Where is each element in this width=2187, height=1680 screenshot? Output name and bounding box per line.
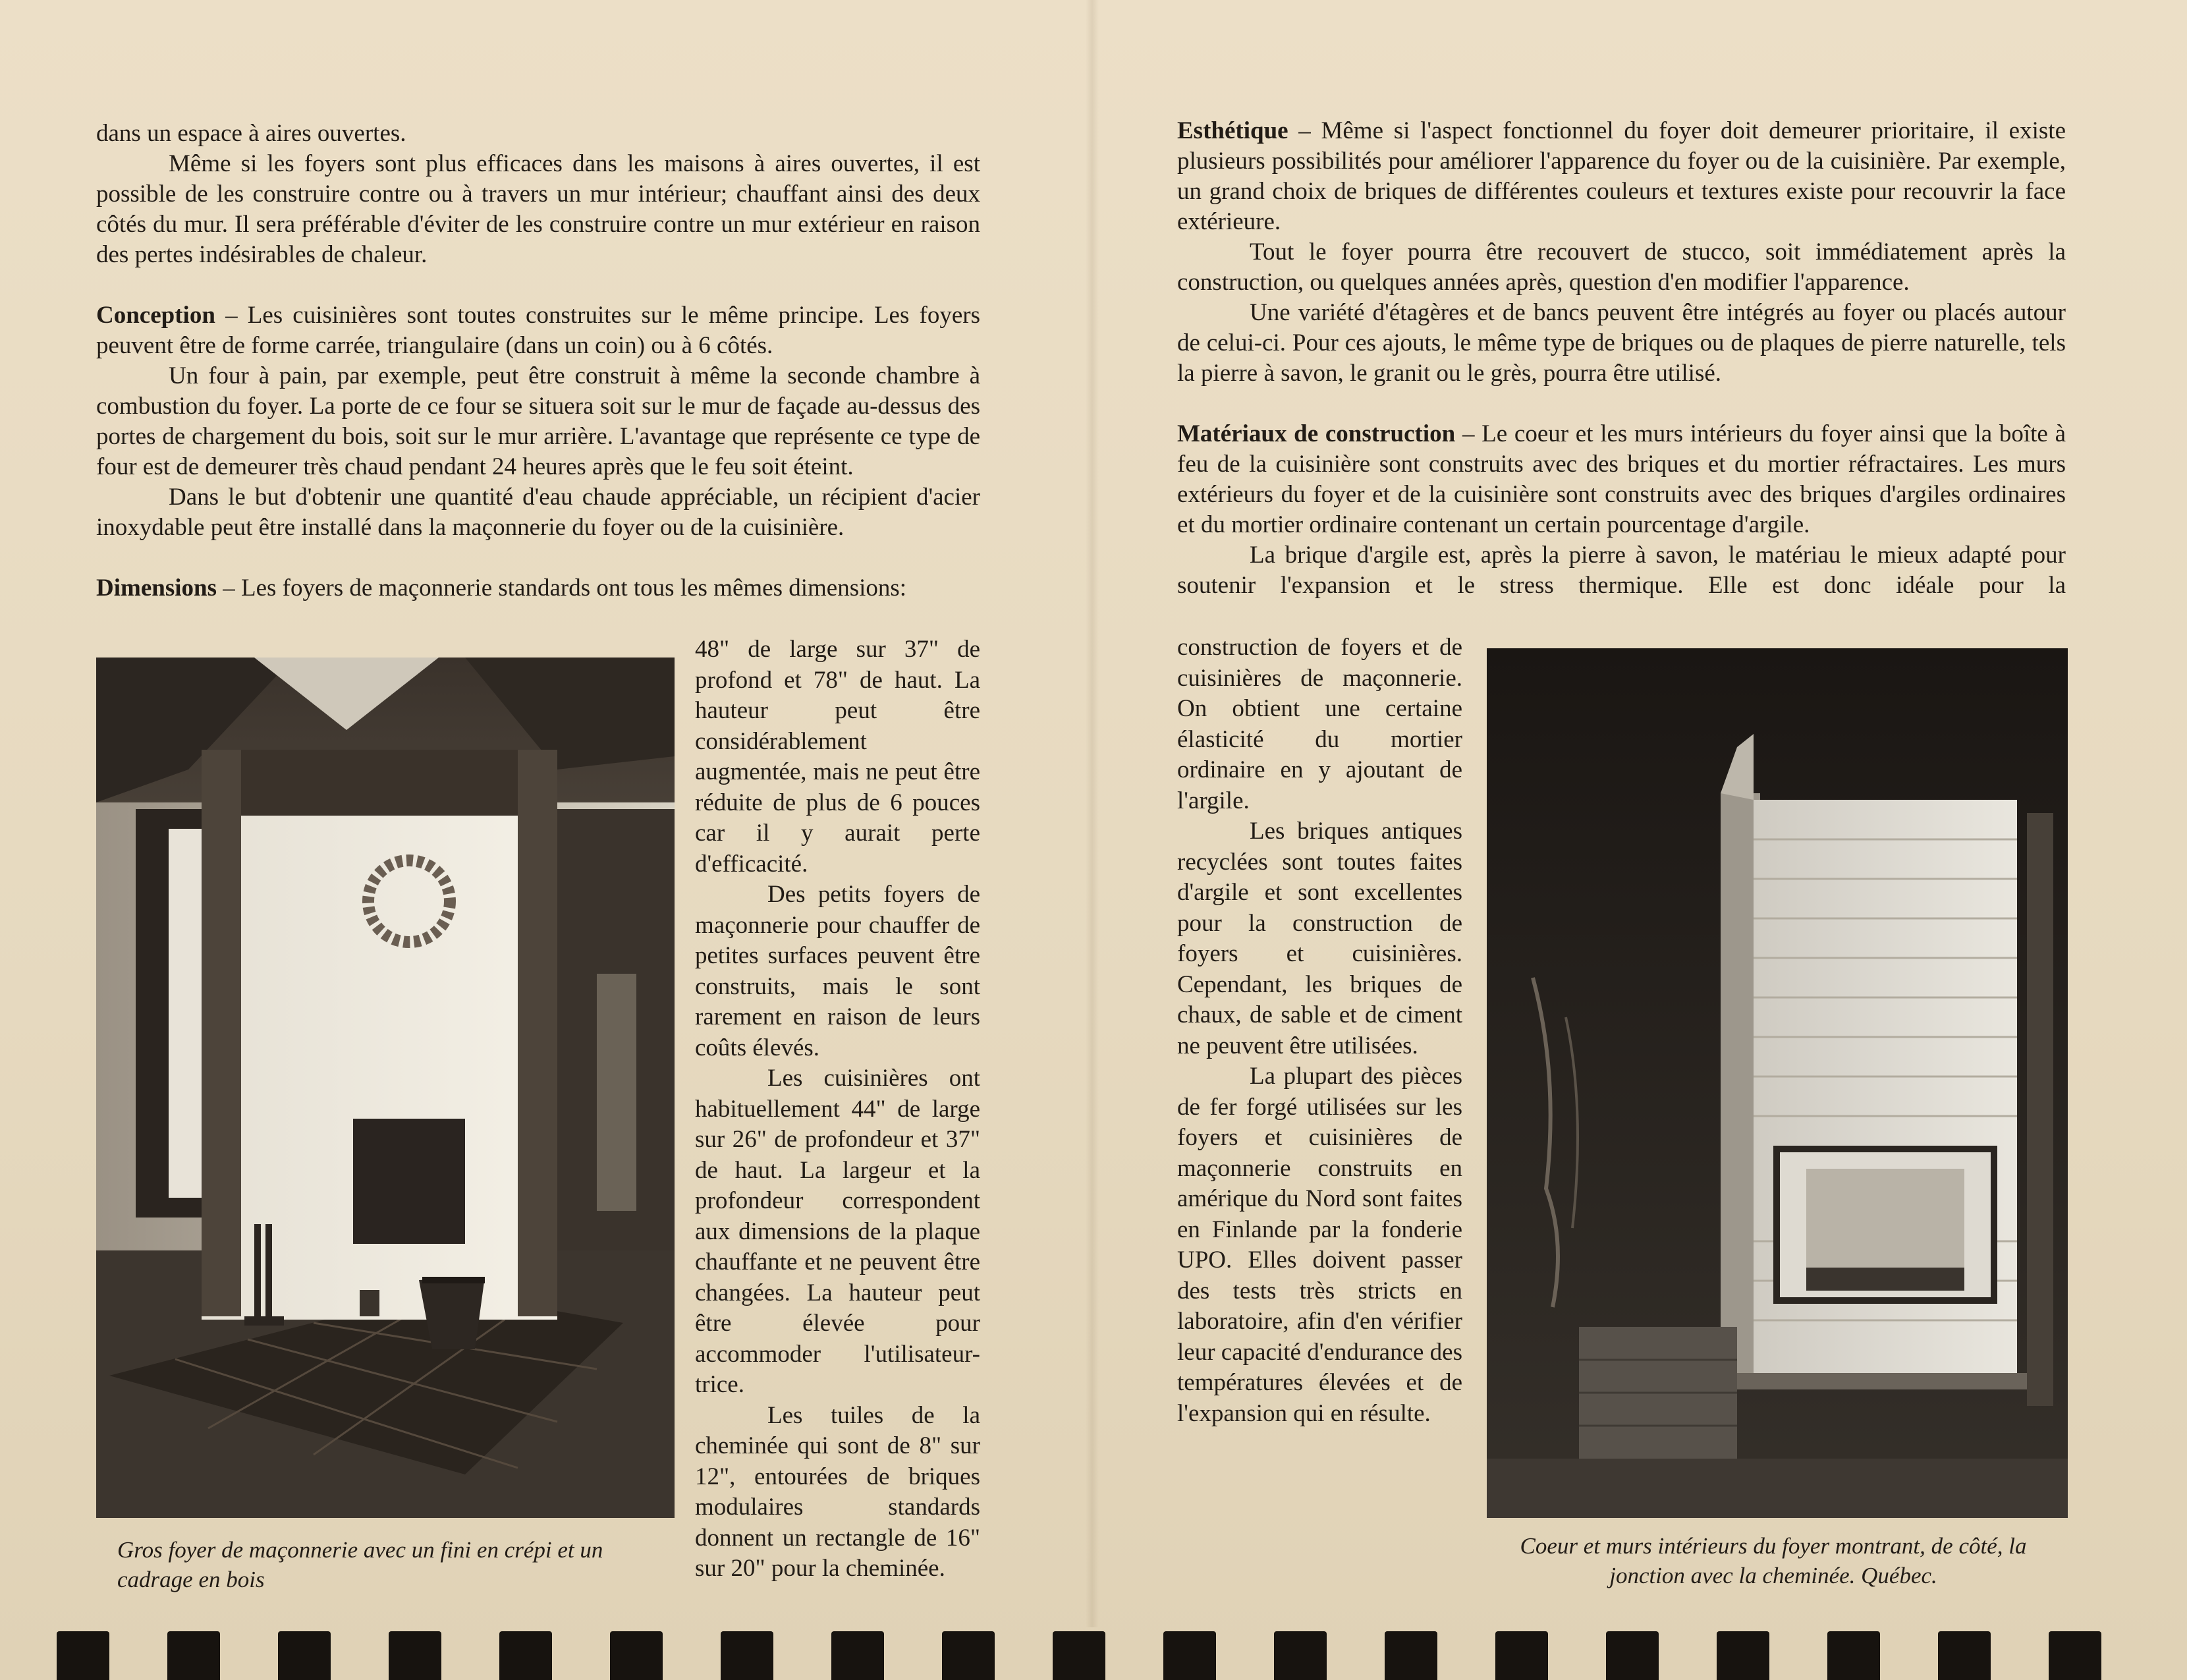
binding-hole <box>167 1631 220 1680</box>
binding-hole <box>831 1631 884 1680</box>
brique-paragraph: La brique d'argile est, après la pierre à savon, le matériau le mieux adapté pour soutenir l'expansion et le stress thermique. Elle est donc idéale pour la <box>1177 542 2066 599</box>
right-photo-inner-walls <box>1487 648 2068 1518</box>
binding-hole <box>1274 1631 1327 1680</box>
binding-hole <box>1495 1631 1548 1680</box>
esthetique-heading: Esthétique <box>1177 117 1288 144</box>
binding-hole <box>721 1631 773 1680</box>
binding-hole <box>610 1631 663 1680</box>
dimensions-text: – Les foyers de maçonnerie standards ont tous les mêmes dimensions: <box>216 574 907 602</box>
dimensions-continuation: 48" de large sur 37" de profond et 78" de haut. La hauteur peut être considérablement augmentée, mais ne peut être réduite de plus de 6 pouces car il y aurait perte d'efficacité. <box>695 636 980 878</box>
esthetique-text: – Même si l'aspect fonctionnel du foyer doit demeurer prioritaire, il existe plusieurs possibilités pour améliorer l'apparence du foyer ou de la cuisinière. Par exemple, un grand choix de briques de différentes couleurs et textures existe pour recouvrir la face extérieure. <box>1177 117 2066 235</box>
binding-hole <box>2049 1631 2101 1680</box>
binding-hole <box>389 1631 441 1680</box>
conception-paragraph <box>96 300 980 361</box>
left-narrow-column <box>695 634 980 1584</box>
stucco-paragraph: Tout le foyer pourra être recouvert de stucco, soit immédiatement après la construction, ou quelques années après, question d'en modifier l'apparence. <box>1177 238 2066 296</box>
etageres-paragraph: Une variété d'étagères et de bancs peuvent être intégrés au foyer ou placés autour de celui-ci. Pour ces ajouts, le même type de briques ou de plaques de pierre naturelle, tels la pierre à savon, le granit ou le grès, pourra être utilisé. <box>1177 299 2066 387</box>
right-narrow-column <box>1177 632 1462 1429</box>
right-main-column <box>1177 116 2066 601</box>
binding-hole <box>1385 1631 1437 1680</box>
binding-hole <box>1717 1631 1769 1680</box>
binding-hole <box>499 1631 552 1680</box>
binding-hole <box>1938 1631 1991 1680</box>
binding-hole <box>942 1631 995 1680</box>
tuiles-paragraph: Les tuiles de la cheminée qui sont de 8" sur 12", entourées de briques modulaires standards donnent un rectangle de 16" sur 20" pour la cheminée. <box>695 1401 980 1582</box>
left-paragraph-open: dans un espace à aires ouvertes. <box>96 120 406 147</box>
page-fold <box>1086 0 1099 1627</box>
four-paragraph: Un four à pain, par exemple, peut être construit à même la seconde chambre à combustion du foyer. La porte de ce four se situera soit sur le mur de façade au-dessus des portes de chargement du bois, soit sur le mur arrière. L'avantage que représente ce type de four est de demeurer très chaud pendant 24 heures après que le feu soit éteint. <box>96 362 980 480</box>
conception-text: – Les cuisinières sont toutes construites sur le même principe. Les foyers peuvent être de forme carrée, triangulaire (dans un coin) ou à 6 côtés. <box>96 302 980 359</box>
esthetique-paragraph <box>1177 116 2066 237</box>
binding-hole <box>1606 1631 1659 1680</box>
binding-hole <box>1053 1631 1105 1680</box>
left-paragraph-walls: Même si les foyers sont plus efficaces dans les maisons à aires ouvertes, il est possible de les construire contre ou à travers un mur intérieur; chauffant ainsi des deux côtés du mur. Il sera préférable d'éviter de les construire contre un mur extérieur en raison des pertes indésirables de chaleur. <box>96 150 980 268</box>
binding-hole <box>278 1631 331 1680</box>
dimensions-heading: Dimensions <box>96 574 217 602</box>
right-photo-caption: Coeur et murs intérieurs du foyer montrant, de côté, la jonction avec la cheminée. Québec. <box>1520 1533 2027 1588</box>
left-photo-masonry-stove <box>96 658 675 1518</box>
antiques-paragraph: Les briques antiques recyclées sont toutes faites d'argile et sont excellentes pour la construction de foyers et cuisinières. Cependant, les briques de chaux, de sable et de ciment ne peuvent être utilisées. <box>1177 818 1462 1059</box>
eau-paragraph: Dans le but d'obtenir une quantité d'eau chaude appréciable, un récipient d'acier inoxydable peut être installé dans la maçonnerie du foyer ou de la cuisinière. <box>96 484 980 541</box>
dimensions-paragraph <box>96 573 980 603</box>
materiaux-text: – Le coeur et les murs intérieurs du foyer ainsi que la boîte à feu de la cuisinière sont construits avec des briques et du mortier réfractaires. Les murs extérieurs du foyer et de la cuisinière sont construits avec des briques d'argiles ordinaires et du mortier ordinaire contenant un certain pourcentage d'argile. <box>1177 420 2066 538</box>
left-main-column <box>96 119 980 603</box>
fer-forge-paragraph: La plupart des pièces de fer forgé utilisées sur les foyers et cuisinières de maçonnerie construits en amérique du Nord sont faites en Finlande par la fonderie UPO. Elles doivent passer des tests très stricts en laboratoire, afin d'en vérifier leur capacité d'endurance des températures élevées et de l'expansion qui en résulte. <box>1177 1063 1462 1427</box>
conception-heading: Conception <box>96 302 215 329</box>
cuisinieres-paragraph: Les cuisinières ont habituellement 44" de large sur 26" de profondeur et 37" de haut. La largeur et la profondeur correspondent aux dimensions de la plaque chauffante et ne peuvent être changées. La hauteur peut être élevée pour accommoder l'utilisateur-trice. <box>695 1065 980 1398</box>
materiaux-heading: Matériaux de construction <box>1177 420 1456 447</box>
left-photo-caption: Gros foyer de maçonnerie avec un fini en crépi et un cadrage en bois <box>117 1537 603 1592</box>
binding-hole <box>1827 1631 1880 1680</box>
materiaux-paragraph <box>1177 419 2066 540</box>
petits-foyers-paragraph: Des petits foyers de maçonnerie pour chauffer de petites surfaces peuvent être construits, mais le sont rarement en raison de leurs coûts élevés. <box>695 881 980 1061</box>
binding-hole <box>1163 1631 1216 1680</box>
binding-hole <box>57 1631 109 1680</box>
brique-continuation: construction de foyers et de cuisinières de maçonnerie. On obtient une certaine élasticité du mortier ordinaire en y ajoutant de l'argile. <box>1177 634 1462 814</box>
